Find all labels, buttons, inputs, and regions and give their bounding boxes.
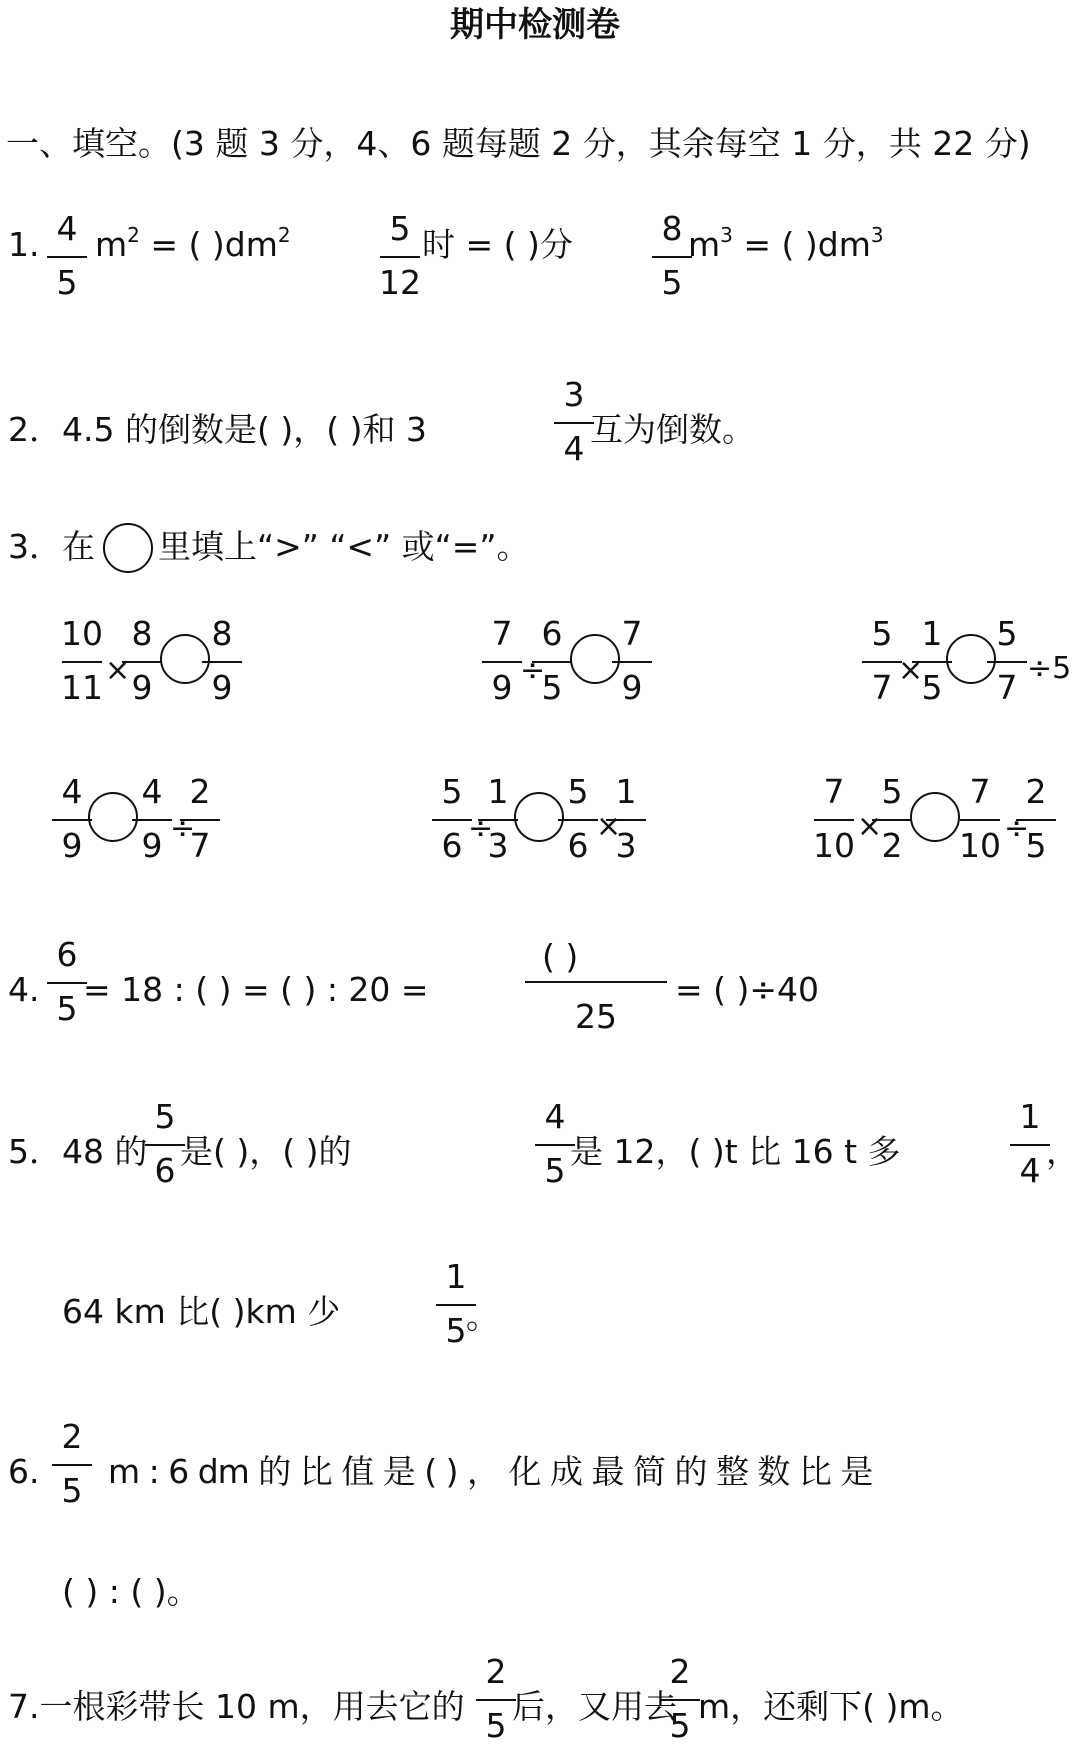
q4-denominator: 25 — [575, 997, 617, 1036]
fraction: 8 9 — [200, 617, 244, 704]
q3-text-b: 里填上“>” “<” 或“=”。 — [158, 527, 530, 566]
fraction: 7 9 — [480, 617, 524, 704]
operator: × — [596, 809, 622, 844]
operator: ÷ — [1004, 811, 1030, 846]
fraction: 2 5 — [1014, 775, 1058, 862]
fraction: 5 6 — [430, 775, 474, 862]
operator: × — [898, 653, 924, 688]
q5-text-b: 是( )，( )的 — [180, 1132, 352, 1171]
q5-text-c: 是 12，( )t 比 16 t 多 — [570, 1132, 901, 1171]
q2-text-a: 2．4.5 的倒数是( )，( )和 3 — [8, 410, 427, 449]
operator: ÷ — [520, 653, 546, 688]
q5-fraction-2: 4 5 — [533, 1100, 577, 1187]
page-title: 期中检测卷 — [450, 5, 620, 45]
answer-circle — [103, 523, 153, 573]
fraction: 1 5 — [910, 617, 954, 704]
q6-text-a: m : 6 dm 的 比 值 是 ( ) ， 化 成 最 简 的 整 数 比 是 — [108, 1452, 873, 1491]
q4-fraction: 6 5 — [45, 938, 89, 1025]
operator: ÷ — [468, 811, 494, 846]
fraction: 4 9 — [50, 775, 94, 862]
q5-fraction-1: 5 6 — [143, 1100, 187, 1187]
q5-text-g: 。 — [466, 1297, 499, 1336]
q4-number: 4. — [8, 970, 40, 1009]
fraction: 4 9 — [130, 775, 174, 862]
q4-text-a: = 18 : ( ) = ( ) : 20 = — [83, 970, 429, 1009]
q7-text-b: 后，又用去 — [512, 1687, 677, 1726]
q5-text-e: 64 km 比( )km 少 — [62, 1292, 341, 1331]
fraction: 1 3 — [476, 775, 520, 862]
fraction: 7 9 — [610, 617, 654, 704]
section-heading: 一、填空。(3 题 3 分，4、6 题每题 2 分，其余每空 1 分，共 22 分) — [6, 124, 1031, 163]
fraction: 5 6 — [556, 775, 600, 862]
fraction: 2 7 — [178, 775, 222, 862]
q3-text-a: 3．在 — [8, 527, 95, 566]
q4-fraction-bar — [525, 981, 667, 983]
q7-fraction-1: 2 5 — [474, 1655, 518, 1742]
q7-text-a: 7.一根彩带长 10 m，用去它的 — [8, 1687, 465, 1726]
q2-fraction: 3 4 — [552, 378, 596, 465]
fraction: 10 11 — [61, 614, 103, 707]
fraction: 8 9 — [120, 617, 164, 704]
q1-fraction-1: 4 5 — [45, 212, 89, 299]
q5-text-a: 5．48 的 — [8, 1132, 148, 1171]
q1-fraction-2: 5 12 — [379, 209, 421, 302]
q7-text-c: m，还剩下( )m。 — [698, 1687, 964, 1726]
q4-text-b: = ( )÷40 — [675, 970, 820, 1009]
fraction: 6 5 — [530, 617, 574, 704]
q1-number: 1. — [8, 225, 40, 264]
answer-circle[interactable] — [910, 792, 960, 842]
q5-fraction-3: 1 4 — [1008, 1100, 1052, 1187]
q1-part-3: $m^3$ = ( )$dm^3$ — [688, 223, 884, 264]
q5-text-d: ， — [1046, 1132, 1079, 1171]
fraction: 1 3 — [604, 775, 648, 862]
q5-fraction-4: 1 5 — [434, 1260, 478, 1347]
q1-fraction-3: 8 5 — [650, 212, 694, 299]
q6-number: 6. — [8, 1452, 40, 1491]
q4-blank-numerator: ( ) — [542, 937, 579, 976]
q6-text-b: ( ) : ( )。 — [62, 1572, 200, 1611]
fraction: 5 7 — [985, 617, 1029, 704]
operator: ÷ — [170, 811, 196, 846]
fraction: 7 10 — [959, 772, 1001, 865]
fraction: 5 7 — [860, 617, 904, 704]
operator: × — [857, 809, 883, 844]
q7-fraction-2: 2 5 — [658, 1655, 702, 1742]
operator: × — [105, 653, 131, 688]
q1-part-2: 时 = ( )分 — [422, 225, 573, 264]
q6-fraction: 2 5 — [50, 1420, 94, 1507]
q1-part-1: $m^2$ = ( )$dm^2$ — [95, 223, 291, 264]
fraction: 5 2 — [870, 775, 914, 862]
operator-tail: ÷5 — [1027, 651, 1072, 686]
fraction: 7 10 — [813, 772, 855, 865]
q2-text-b: 互为倒数。 — [590, 410, 755, 449]
